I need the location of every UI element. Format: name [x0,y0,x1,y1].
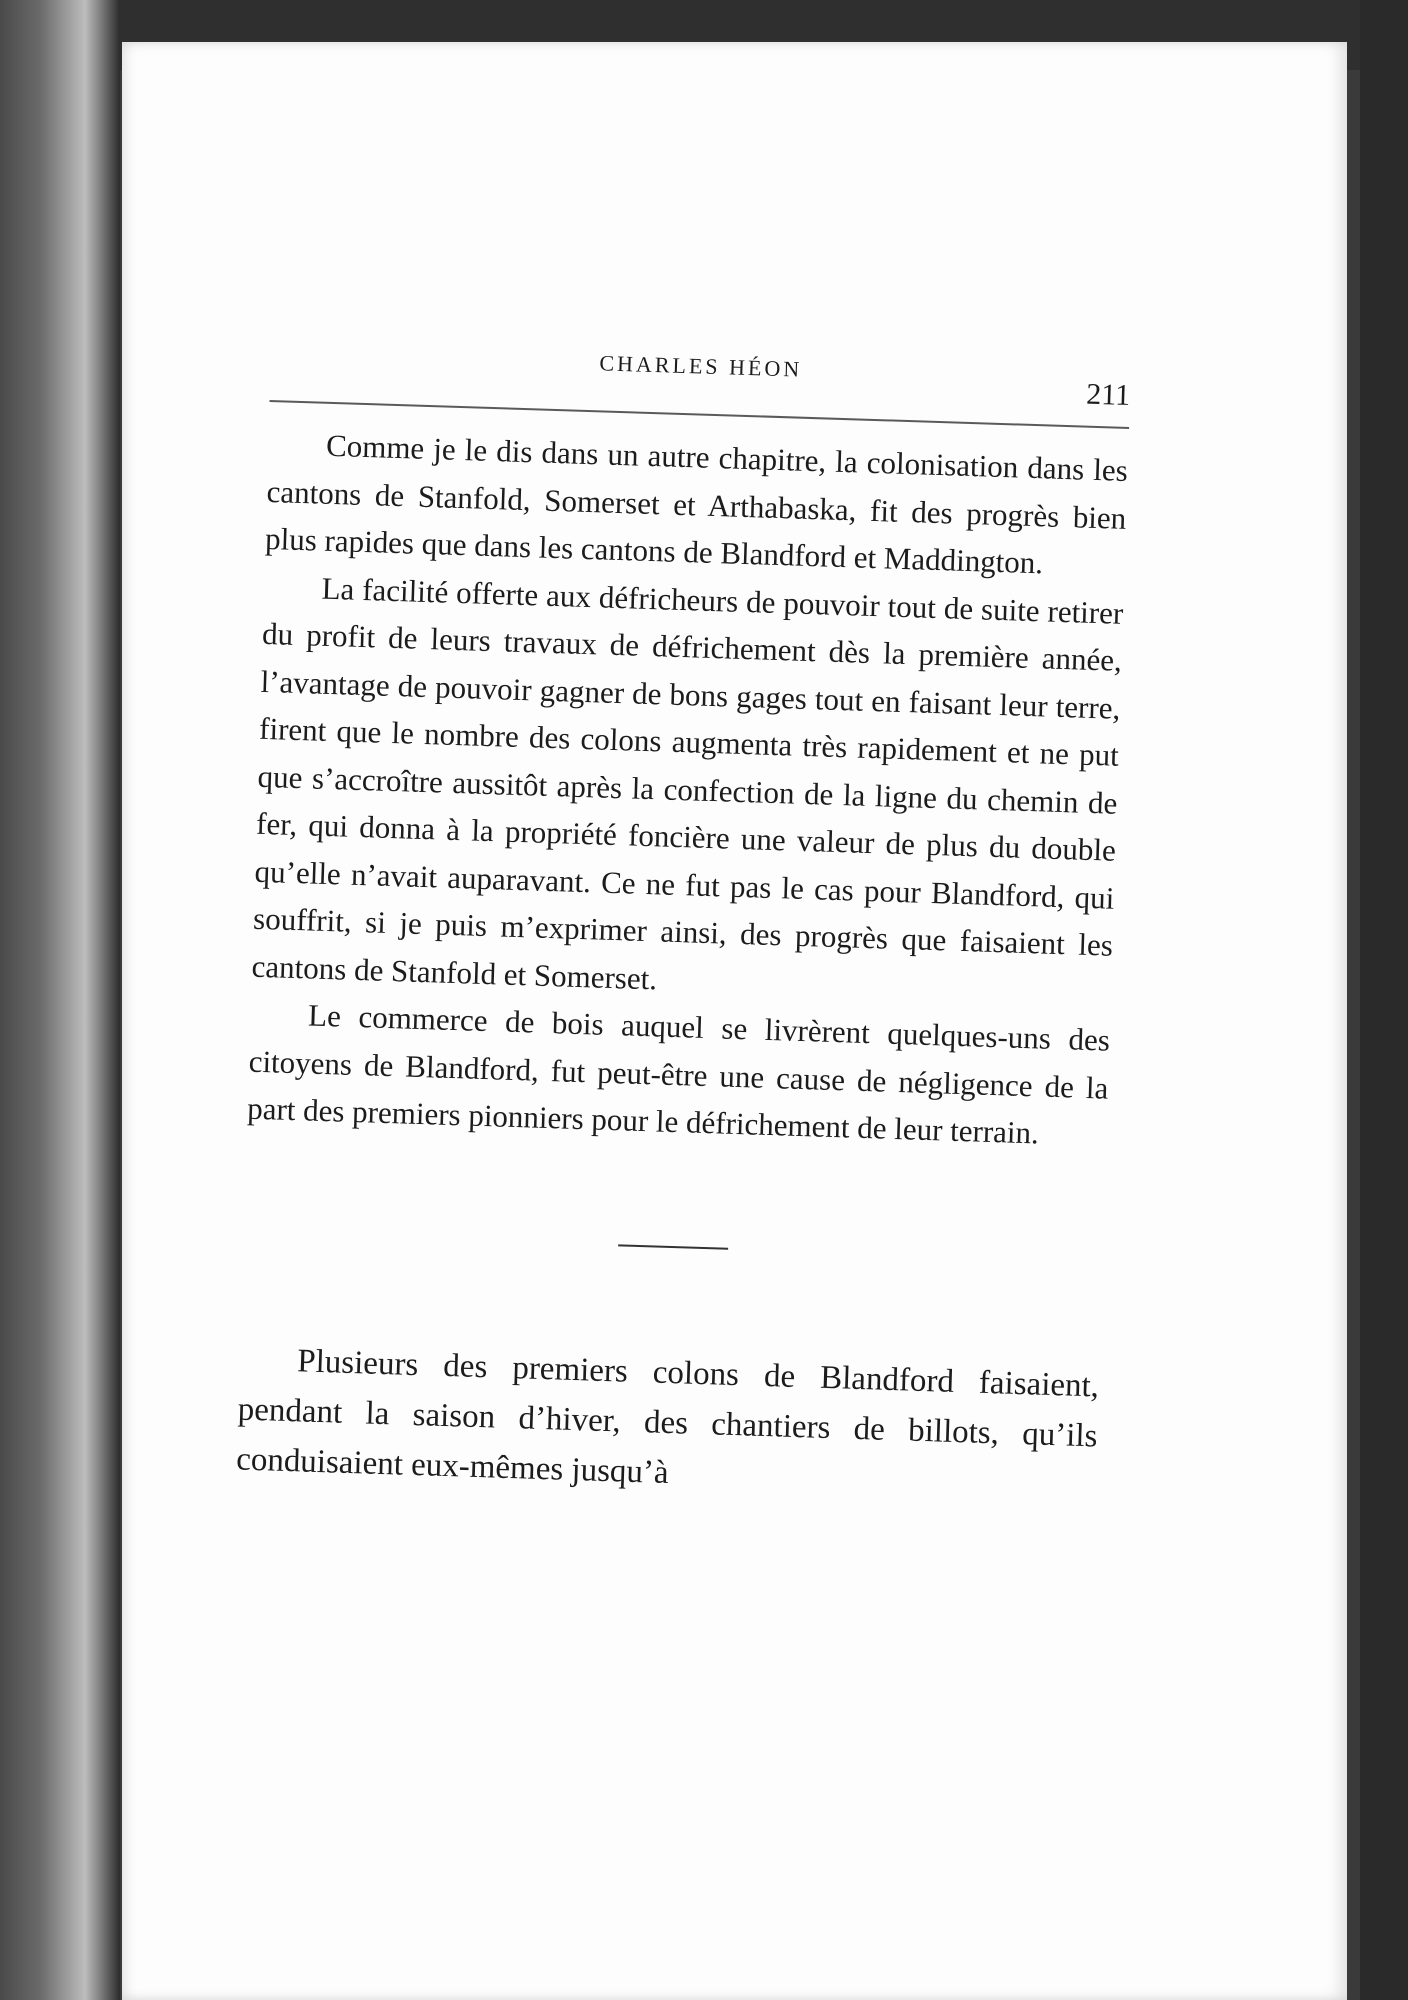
body-text [247,420,1129,1159]
page-header [270,322,1132,419]
running-head: CHARLES HÉON [599,350,803,382]
book-spine-edge [0,0,120,2000]
section-separator [618,1244,728,1249]
paragraph: Comme je le dis dans un autre chapitre, la colonisation dans les cantons de Stanfold, Somerset et Arthabaska, fit des progrès bien plus rapides que dans les cantons de Blandford et Maddington. [264,427,1129,581]
book-page [122,42,1347,2000]
page-content [235,322,1131,1511]
paragraph: Plusieurs des premiers colons de Blandford faisaient, pendant la saison d’hiver, des chantiers de billots, qu’ils conduisaient eux-mêmes jusqu’à [235,1342,1100,1491]
paragraph: Le commerce de bois auquel se livrèrent quelques-uns des citoyens de Blandford, fut peut-être une cause de négligence de la part des premiers pionniers pour le défrichement de leur terrain. [246,997,1111,1151]
scan-background-right [1360,0,1408,2000]
paragraph: La facilité offerte aux défricheurs de pouvoir tout de suite retirer du profit de leurs travaux de défrichement dès la première année, l’avantage de pouvoir gagner de bons gages tout en faisant leur terre, firent que le nombre des colons augmenta très rapidement et ne put que s’accroître aussitôt après la confection de la ligne du chemin de fer, qui donna à la propriété foncière une valeur de plus du double qu’elle n’avait auparavant. Ce ne fut pas le cas pour Blandford, qui souffrit, si je puis m’exprimer ainsi, des progrès que faisaient les cantons de Stanfold et Somerset. [251,570,1124,996]
body-text-section-2 [235,1334,1099,1511]
page-number: 211 [1085,377,1131,412]
